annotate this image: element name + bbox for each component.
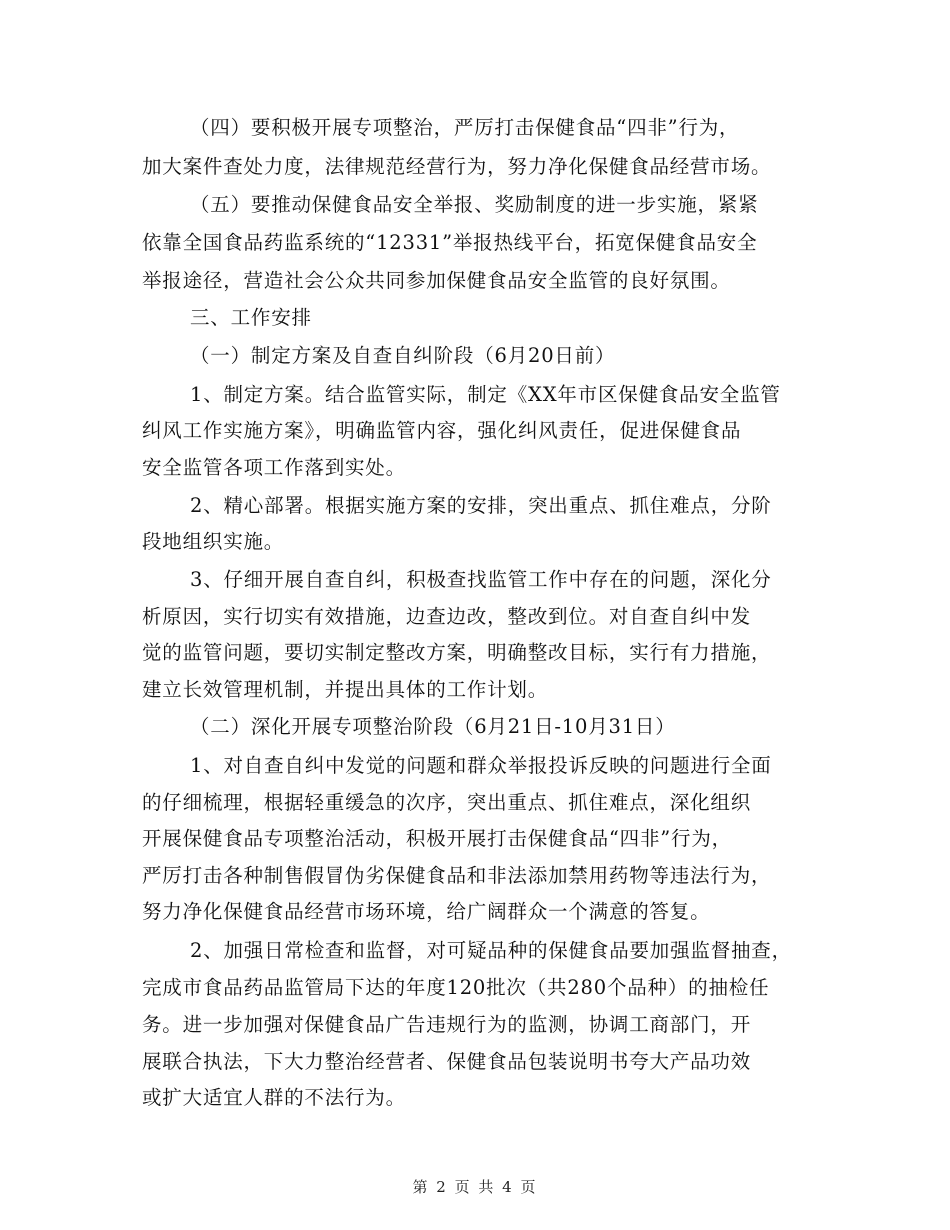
paragraph-line: 安全监管各项工作落到实处。 [142, 456, 406, 479]
paragraph-line: 2、精心部署。根据实施方案的安排，突出重点、抓住难点，分阶 [190, 494, 772, 517]
paragraph-line: 举报途径，营造社会公众共同参加保健食品安全监管的良好氛围。 [142, 269, 731, 292]
paragraph-line: 建立长效管理机制，并提出具体的工作计划。 [142, 678, 549, 701]
paragraph-line: 2、加强日常检查和监督，对可疑品种的保健食品要加强监督抽查， [190, 939, 792, 962]
paragraph-line: 开展保健食品专项整治活动，积极开展打击保健食品“四非”行为， [142, 827, 732, 850]
paragraph-line: 依靠全国食品药监系统的“12331”举报热线平台，拓宽保健食品安全 [142, 231, 758, 254]
paragraph-line: 3、仔细开展自查自纠，积极查找监管工作中存在的问题，深化分 [190, 568, 772, 591]
paragraph-line: 1、对自查自纠中发觉的问题和群众举报投诉反映的问题进行全面 [190, 754, 772, 777]
paragraph-line: （五）要推动保健食品安全举报、奖励制度的进一步实施，紧紧 [190, 193, 759, 216]
paragraph-line: 觉的监管问题，要切实制定整改方案，明确整改目标，实行有力措施， [142, 641, 772, 664]
paragraph-line: 加大案件查处力度，法律规范经营行为，努力净化保健食品经营市场。 [142, 155, 772, 178]
paragraph-line: 完成市食品药品监管局下达的年度120批次（共280个品种）的抽检任 [142, 976, 770, 999]
paragraph-line: 1、制定方案。结合监管实际，制定《XX年市区保健食品安全监管 [190, 383, 781, 406]
paragraph-line: 严厉打击各种制售假冒伪劣保健食品和非法添加禁用药物等违法行为， [142, 864, 772, 887]
paragraph-line: 或扩大适宜人群的不法行为。 [142, 1086, 406, 1109]
paragraph-line: （四）要积极开展专项整治，严厉打击保健食品“四非”行为， [190, 116, 740, 139]
subsection-heading: （一）制定方案及自查自纠阶段（6月20日前） [190, 344, 616, 367]
section-heading: 三、工作安排 [190, 306, 312, 329]
paragraph-line: 析原因，实行切实有效措施，边查边改，整改到位。对自查自纠中发 [142, 605, 752, 628]
page-footer: 第 2 页 共 4 页 [412, 1178, 538, 1196]
paragraph-line: 努力净化保健食品经营市场环境，给广阔群众一个满意的答复。 [142, 900, 711, 923]
paragraph-line: 段地组织实施。 [142, 530, 285, 553]
paragraph-line: 展联合执法，下大力整治经营者、保健食品包装说明书夸大产品功效 [142, 1050, 752, 1073]
subsection-heading: （二）深化开展专项整治阶段（6月21日-10月31日） [190, 715, 676, 738]
paragraph-line: 务。进一步加强对保健食品广告违规行为的监测，协调工商部门，开 [142, 1013, 752, 1036]
paragraph-line: 的仔细梳理，根据轻重缓急的次序，突出重点、抓住难点，深化组织 [142, 791, 752, 814]
paragraph-line: 纠风工作实施方案》，明确监管内容，强化纠风责任，促进保健食品 [142, 419, 742, 442]
